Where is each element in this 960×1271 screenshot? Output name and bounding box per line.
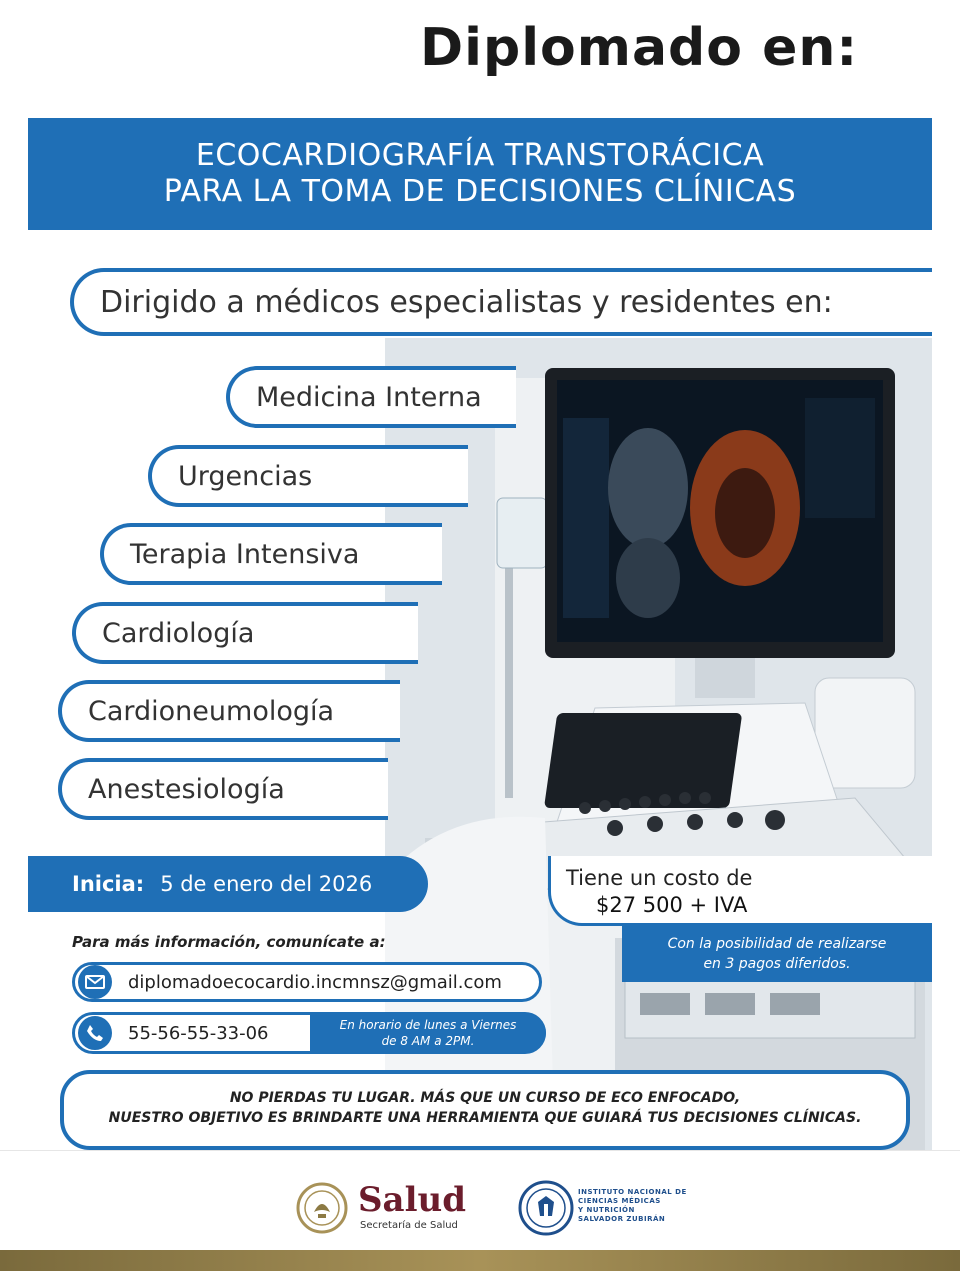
closing-line2: NUESTRO OBJETIVO ES BRINDARTE UNA HERRAMIENTA QUE GUIARÁ TUS DECISIONES CLÍNICAS.: [108, 1110, 862, 1126]
specialty-anestesiologia: Anestesiología: [58, 758, 388, 820]
course-title-line1: ECOCARDIOGRAFÍA TRANSTORÁCICA: [195, 138, 765, 173]
specialty-urgencias: Urgencias: [148, 445, 468, 507]
closing-message: [60, 1070, 910, 1150]
logo-bar: [0, 1150, 960, 1251]
institute-line3: Y NUTRICIÓN: [578, 1206, 635, 1214]
payments-line2: en 3 pagos diferidos.: [703, 956, 851, 972]
payments-line1: Con la posibilidad de realizarse: [667, 936, 887, 952]
phone-icon: [78, 1016, 112, 1050]
closing-line1: NO PIERDAS TU LUGAR. MÁS QUE UN CURSO DE ECO ENFOCADO,: [229, 1090, 741, 1106]
institute-line4: SALVADOR ZUBIRÁN: [578, 1215, 666, 1223]
hours-line2: de 8 AM a 2PM.: [381, 1034, 475, 1048]
cost-label: Tiene un costo de: [566, 866, 753, 890]
salud-logo-text: Salud: [358, 1180, 466, 1220]
specialty-medicina-interna: Medicina Interna: [226, 366, 516, 428]
start-label: Inicia:: [72, 872, 145, 896]
course-title-banner: [28, 118, 932, 230]
email-address[interactable]: diplomadoecocardio.incmnsz@gmail.com: [128, 971, 502, 993]
specialty-cardiologia: Cardiología: [72, 602, 418, 664]
hours-line1: En horario de lunes a Viernes: [339, 1018, 517, 1032]
salud-subtitle: Secretaría de Salud: [360, 1220, 458, 1231]
specialty-terapia-intensiva: Terapia Intensiva: [100, 523, 442, 585]
mexico-seal-icon: [296, 1182, 348, 1238]
institute-line1: INSTITUTO NACIONAL DE: [578, 1188, 687, 1196]
institute-line2: CIENCIAS MÉDICAS: [578, 1197, 661, 1205]
start-date-bar: [28, 856, 428, 912]
institute-name: [578, 1188, 687, 1224]
institute-seal-icon: [518, 1180, 574, 1240]
phone-number[interactable]: 55-56-55-33-06: [128, 1022, 269, 1044]
cost-amount: $27 500 + IVA: [596, 893, 748, 917]
start-date: 5 de enero del 2026: [160, 872, 373, 896]
contact-label: Para más información, comunícate a:: [72, 933, 386, 951]
course-title-line2: PARA LA TOMA DE DECISIONES CLÍNICAS: [163, 174, 797, 209]
payments-note: [622, 926, 932, 982]
email-contact[interactable]: [72, 962, 542, 1002]
office-hours: [310, 1014, 546, 1052]
specialty-cardioneumologia: Cardioneumología: [58, 680, 400, 742]
gold-footer-strip: [0, 1250, 960, 1271]
mail-icon: [78, 965, 112, 999]
page-title: Diplomado en:: [420, 18, 859, 78]
audience-intro: Dirigido a médicos especialistas y residentes en:: [70, 268, 932, 336]
